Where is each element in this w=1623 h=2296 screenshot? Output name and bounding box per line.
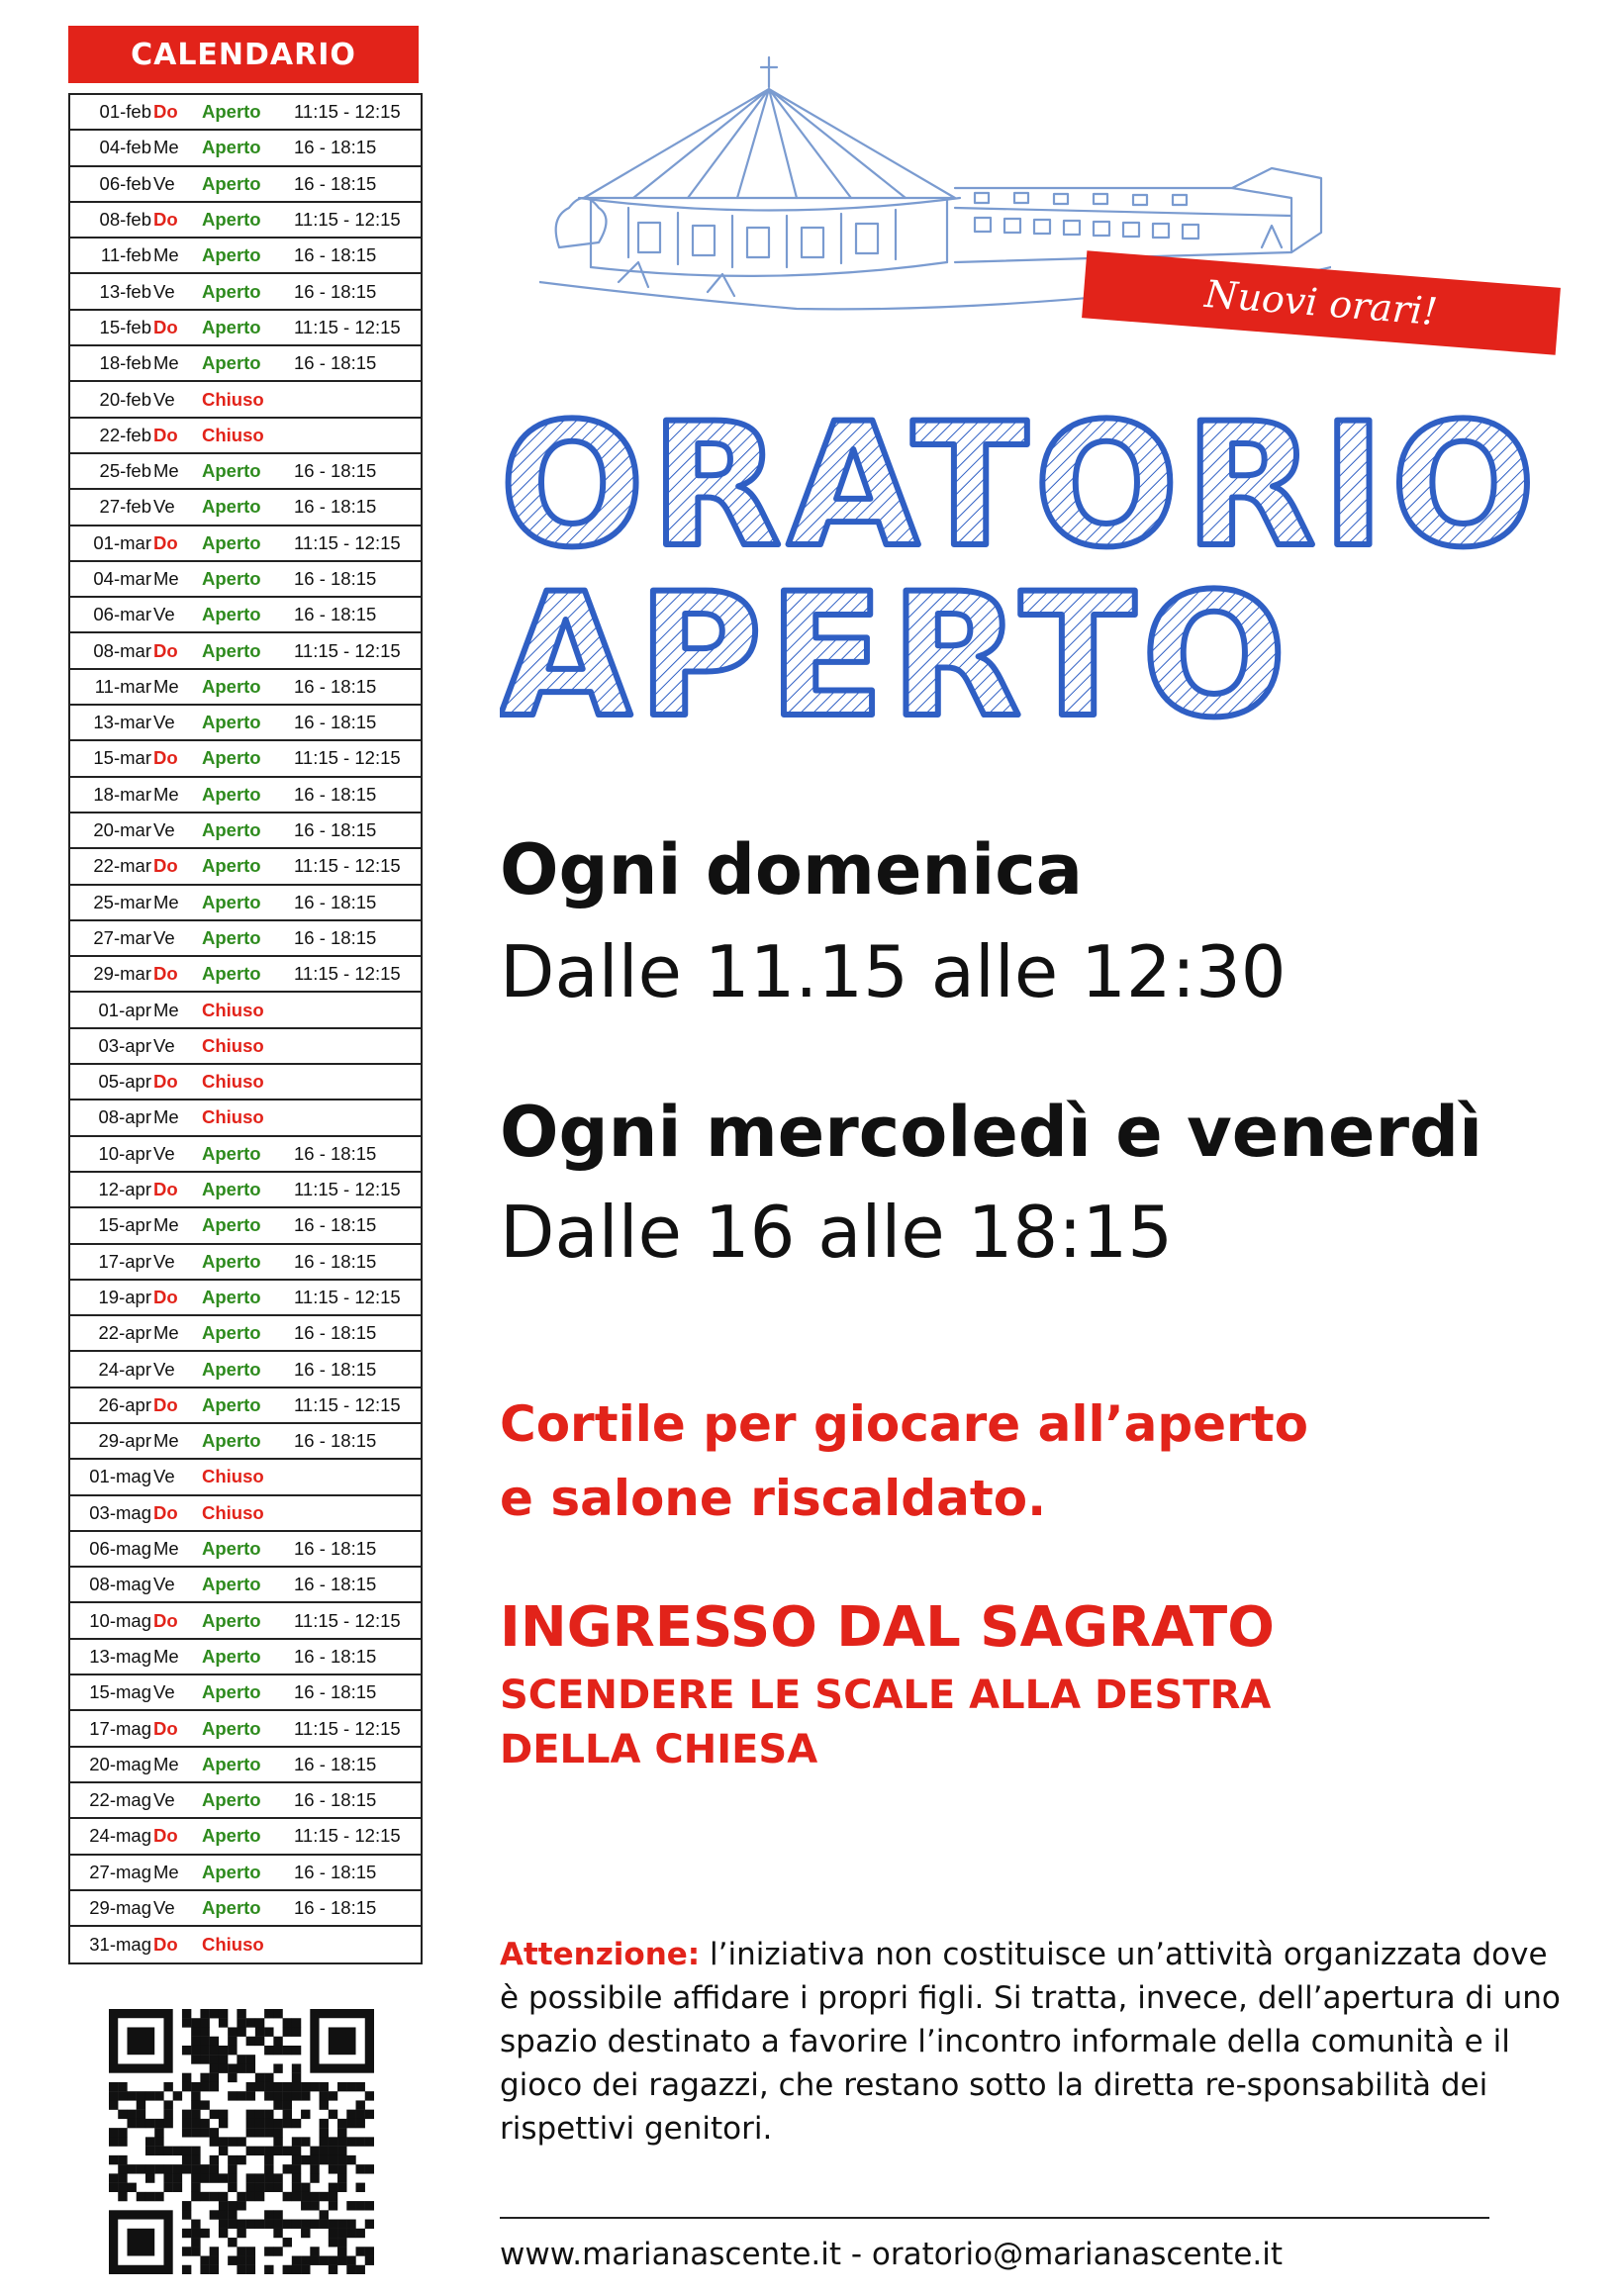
- calendar-day: Do: [153, 1825, 178, 1847]
- calendar-hours: 11:15 - 12:15: [294, 747, 401, 769]
- calendar-status: Aperto: [202, 963, 261, 985]
- calendar-day: Me: [153, 352, 179, 374]
- calendar-status: Aperto: [202, 1645, 261, 1667]
- calendar-status: Aperto: [202, 280, 261, 302]
- calendar-date: 18-mar: [93, 783, 151, 805]
- calendar-hours: 11:15 - 12:15: [294, 1286, 401, 1307]
- calendar-status: Chiuso: [202, 1934, 264, 1956]
- calendar-hours: 16 - 18:15: [294, 1358, 377, 1380]
- calendar-hours: 11:15 - 12:15: [294, 639, 401, 661]
- calendar-hours: 16 - 18:15: [294, 891, 377, 912]
- calendar-row: [70, 1245, 421, 1281]
- calendar-row: [70, 454, 421, 490]
- notice-text: l’iniziativa non costituisce un’attività organizzata dove è possibile affidare i propri figli. Si tratta, invece, dell’apertura di uno spazio destinato a favorire l’incontro informale della comunità e il gioco dei ragazzi, che restano sotto la diretta re-sponsabilità dei rispettivi genitori.: [500, 1937, 1561, 2147]
- calendar-hours: 16 - 18:15: [294, 1214, 377, 1236]
- calendar-status: Aperto: [202, 1717, 261, 1739]
- calendar-status: Aperto: [202, 1430, 261, 1452]
- calendar-row: [70, 778, 421, 813]
- calendar-row: [70, 1819, 421, 1855]
- calendar-hours: 16 - 18:15: [294, 1250, 377, 1272]
- calendar-row: [70, 1388, 421, 1424]
- calendar-hours: 11:15 - 12:15: [294, 1825, 401, 1847]
- calendar-day: Me: [153, 460, 179, 482]
- calendar-status: Aperto: [202, 712, 261, 733]
- calendar-hours: 16 - 18:15: [294, 496, 377, 518]
- calendar-date: 29-apr: [98, 1430, 151, 1452]
- calendar-status: Aperto: [202, 604, 261, 625]
- calendar-hours: 16 - 18:15: [294, 1681, 377, 1703]
- footer-divider: [500, 2217, 1489, 2219]
- calendar-hours: 16 - 18:15: [294, 280, 377, 302]
- calendar-row: [70, 1891, 421, 1927]
- calendar-hours: 11:15 - 12:15: [294, 316, 401, 337]
- calendar-status: Aperto: [202, 639, 261, 661]
- calendar-day: Do: [153, 1717, 178, 1739]
- entrance-line-2: SCENDERE LE SCALE ALLA DESTRA: [500, 1673, 1272, 1718]
- calendar-date: 29-mag: [89, 1896, 151, 1918]
- calendar-row: [70, 1675, 421, 1711]
- calendar-row: [70, 1281, 421, 1316]
- calendar-hours: 16 - 18:15: [294, 604, 377, 625]
- calendar-status: Aperto: [202, 783, 261, 805]
- calendar-status: Aperto: [202, 460, 261, 482]
- calendar-date: 11-mar: [94, 675, 151, 697]
- calendar-status: Aperto: [202, 1286, 261, 1307]
- calendar-hours: 16 - 18:15: [294, 783, 377, 805]
- calendar-date: 13-mag: [89, 1645, 151, 1667]
- calendar-day: Ve: [153, 1466, 175, 1487]
- calendar-date: 13-feb: [99, 280, 151, 302]
- calendar-row: [70, 1352, 421, 1387]
- calendar-row: [70, 1496, 421, 1532]
- calendar-date: 31-mag: [89, 1934, 151, 1956]
- calendar-status: Aperto: [202, 568, 261, 589]
- calendar-hours: 11:15 - 12:15: [294, 1717, 401, 1739]
- calendar-status: Chiuso: [202, 1106, 264, 1128]
- weekday-hours: Dalle 16 alle 18:15: [500, 1191, 1174, 1274]
- calendar-day: Ve: [153, 1358, 175, 1380]
- calendar-day: Do: [153, 639, 178, 661]
- calendar-status: Aperto: [202, 1358, 261, 1380]
- calendar-row: [70, 419, 421, 454]
- calendar-hours: 16 - 18:15: [294, 1538, 377, 1560]
- qr-code-icon[interactable]: [109, 2009, 374, 2274]
- calendar-day: Do: [153, 1179, 178, 1200]
- calendar-row: [70, 311, 421, 346]
- calendar-date: 29-mar: [93, 963, 151, 985]
- calendar-date: 17-mag: [89, 1717, 151, 1739]
- calendar-day: Ve: [153, 604, 175, 625]
- calendar-date: 25-mar: [93, 891, 151, 912]
- calendar-date: 04-feb: [99, 137, 151, 158]
- calendar-date: 08-mag: [89, 1574, 151, 1595]
- calendar-day: Ve: [153, 1034, 175, 1056]
- notice-paragraph: [500, 1933, 1574, 2151]
- calendar-row: [70, 562, 421, 598]
- calendar-status: Aperto: [202, 1179, 261, 1200]
- calendar-row: [70, 633, 421, 669]
- calendar-day: Do: [153, 1609, 178, 1631]
- calendar-row: [70, 1137, 421, 1173]
- calendar-day: Ve: [153, 280, 175, 302]
- calendar-status: Chiuso: [202, 999, 264, 1020]
- calendar-hours: 16 - 18:15: [294, 172, 377, 194]
- calendar-row: [70, 346, 421, 382]
- calendar-row: [70, 490, 421, 526]
- calendar-header: CALENDARIO: [68, 26, 419, 83]
- calendar-day: Ve: [153, 1142, 175, 1164]
- calendar-row: [70, 1316, 421, 1352]
- calendar-status: Chiuso: [202, 1034, 264, 1056]
- calendar-day: Do: [153, 1071, 178, 1093]
- calendar-row: [70, 1568, 421, 1603]
- entrance-heading: INGRESSO DAL SAGRATO: [500, 1595, 1275, 1660]
- calendar-hours: 16 - 18:15: [294, 1789, 377, 1811]
- calendar-row: [70, 1460, 421, 1495]
- calendar-hours: 11:15 - 12:15: [294, 1179, 401, 1200]
- calendar-row: [70, 741, 421, 777]
- calendar-row: [70, 203, 421, 239]
- calendar-date: 25-feb: [99, 460, 151, 482]
- calendar-status: Aperto: [202, 891, 261, 912]
- calendar-row: [70, 131, 421, 166]
- sunday-heading: Ogni domenica: [500, 829, 1083, 910]
- calendar-date: 27-feb: [99, 496, 151, 518]
- calendar-date: 03-mag: [89, 1501, 151, 1523]
- calendar-day: Do: [153, 1286, 178, 1307]
- calendar-row: [70, 274, 421, 310]
- calendar-date: 11-feb: [100, 244, 151, 266]
- title-line-1: ORATORIO: [500, 396, 1542, 585]
- calendar-status: Aperto: [202, 1250, 261, 1272]
- calendar-row: [70, 670, 421, 706]
- calendar-date: 03-apr: [98, 1034, 151, 1056]
- calendar-hours: 16 - 18:15: [294, 1861, 377, 1882]
- calendar-day: Ve: [153, 1681, 175, 1703]
- calendar-row: [70, 526, 421, 562]
- calendar-row: [70, 1927, 421, 1962]
- calendar-date: 08-feb: [99, 209, 151, 231]
- calendar-row: [70, 1100, 421, 1136]
- calendar-day: Me: [153, 568, 179, 589]
- calendar-status: Aperto: [202, 1574, 261, 1595]
- calendar-date: 13-mar: [93, 712, 151, 733]
- calendar-day: Me: [153, 244, 179, 266]
- calendar-day: Ve: [153, 1789, 175, 1811]
- calendar-date: 22-mag: [89, 1789, 151, 1811]
- calendar-day: Me: [153, 1645, 179, 1667]
- calendar-date: 04-mar: [93, 568, 151, 589]
- calendar-hours: 16 - 18:15: [294, 1430, 377, 1452]
- calendar-date: 26-apr: [98, 1393, 151, 1415]
- calendar-row: [70, 1711, 421, 1747]
- calendar-day: Ve: [153, 496, 175, 518]
- calendar-status: Aperto: [202, 1142, 261, 1164]
- calendar-row: [70, 1208, 421, 1244]
- calendar-date: 10-apr: [98, 1142, 151, 1164]
- calendar-day: Ve: [153, 712, 175, 733]
- calendar-date: 10-mag: [89, 1609, 151, 1631]
- features-line-1: Cortile per giocare all’aperto: [500, 1395, 1308, 1453]
- calendar-row: [70, 1640, 421, 1675]
- features-line-2: e salone riscaldato.: [500, 1470, 1047, 1527]
- calendar-day: Me: [153, 137, 179, 158]
- calendar-day: Do: [153, 424, 178, 445]
- calendar-status: Aperto: [202, 1896, 261, 1918]
- calendar-status: Aperto: [202, 1825, 261, 1847]
- calendar-status: Aperto: [202, 675, 261, 697]
- calendar-day: Do: [153, 531, 178, 553]
- calendar-hours: 11:15 - 12:15: [294, 1609, 401, 1631]
- calendar-status: Aperto: [202, 926, 261, 948]
- calendar-hours: 16 - 18:15: [294, 712, 377, 733]
- calendar-status: Chiuso: [202, 1466, 264, 1487]
- calendar-status: Aperto: [202, 531, 261, 553]
- calendar-row: [70, 813, 421, 849]
- calendar-status: Aperto: [202, 1753, 261, 1774]
- calendar-date: 06-mar: [93, 604, 151, 625]
- calendar-date: 08-mar: [93, 639, 151, 661]
- calendar-day: Do: [153, 1393, 178, 1415]
- calendar-row: [70, 993, 421, 1028]
- calendar-date: 17-apr: [98, 1250, 151, 1272]
- calendar-status: Aperto: [202, 137, 261, 158]
- calendar-row: [70, 95, 421, 131]
- calendar-hours: 11:15 - 12:15: [294, 855, 401, 877]
- calendar-row: [70, 706, 421, 741]
- calendar-hours: 16 - 18:15: [294, 1142, 377, 1164]
- calendar-table: [68, 93, 423, 1964]
- calendar-date: 06-feb: [99, 172, 151, 194]
- calendar-day: Do: [153, 855, 178, 877]
- calendar-day: Do: [153, 209, 178, 231]
- calendar-hours: 16 - 18:15: [294, 352, 377, 374]
- calendar-day: Ve: [153, 1250, 175, 1272]
- new-hours-banner: Nuovi orari!: [1082, 250, 1561, 354]
- calendar-status: Chiuso: [202, 1071, 264, 1093]
- calendar-day: Me: [153, 1322, 179, 1344]
- calendar-date: 12-apr: [98, 1179, 151, 1200]
- calendar-day: Do: [153, 963, 178, 985]
- calendar-hours: 16 - 18:15: [294, 1574, 377, 1595]
- calendar-hours: 11:15 - 12:15: [294, 101, 401, 123]
- calendar-date: 22-feb: [99, 424, 151, 445]
- calendar-date: 15-mag: [89, 1681, 151, 1703]
- calendar-hours: 16 - 18:15: [294, 244, 377, 266]
- calendar-day: Me: [153, 1106, 179, 1128]
- calendar-hours: 16 - 18:15: [294, 137, 377, 158]
- calendar-row: [70, 1856, 421, 1891]
- calendar-date: 20-feb: [99, 388, 151, 410]
- calendar-day: Ve: [153, 388, 175, 410]
- calendar-day: Ve: [153, 926, 175, 948]
- calendar-row: [70, 849, 421, 885]
- calendar-row: [70, 239, 421, 274]
- calendar-hours: 16 - 18:15: [294, 568, 377, 589]
- calendar-hours: 16 - 18:15: [294, 1753, 377, 1774]
- calendar-row: [70, 598, 421, 633]
- footer-contacts[interactable]: www.marianascente.it - oratorio@marianascente.it: [500, 2237, 1284, 2272]
- calendar-day: Me: [153, 999, 179, 1020]
- calendar-date: 01-mag: [89, 1466, 151, 1487]
- calendar-date: 01-mar: [93, 531, 151, 553]
- calendar-date: 19-apr: [98, 1286, 151, 1307]
- calendar-day: Ve: [153, 819, 175, 841]
- calendar-date: 27-mag: [89, 1861, 151, 1882]
- calendar-row: [70, 1603, 421, 1639]
- calendar-day: Me: [153, 1430, 179, 1452]
- calendar-day: Me: [153, 891, 179, 912]
- calendar-hours: 16 - 18:15: [294, 460, 377, 482]
- calendar-status: Chiuso: [202, 388, 264, 410]
- title-line-2: APERTO: [500, 556, 1292, 752]
- calendar-status: Aperto: [202, 1681, 261, 1703]
- weekday-heading: Ogni mercoledì e venerdì: [500, 1092, 1483, 1173]
- calendar-hours: 11:15 - 12:15: [294, 963, 401, 985]
- calendar-date: 24-mag: [89, 1825, 151, 1847]
- calendar-date: 20-mar: [93, 819, 151, 841]
- calendar-date: 01-feb: [99, 101, 151, 123]
- calendar-hours: 16 - 18:15: [294, 1896, 377, 1918]
- calendar-day: Me: [153, 1861, 179, 1882]
- page-title: [500, 396, 1608, 752]
- calendar-hours: 11:15 - 12:15: [294, 209, 401, 231]
- calendar-status: Aperto: [202, 172, 261, 194]
- notice-label: Attenzione:: [500, 1937, 701, 1972]
- calendar-status: Aperto: [202, 1609, 261, 1631]
- calendar-date: 27-mar: [93, 926, 151, 948]
- calendar-hours: 11:15 - 12:15: [294, 531, 401, 553]
- calendar-row: [70, 886, 421, 921]
- calendar-day: Ve: [153, 172, 175, 194]
- calendar-date: 01-apr: [98, 999, 151, 1020]
- calendar-date: 15-mar: [93, 747, 151, 769]
- calendar-date: 05-apr: [98, 1071, 151, 1093]
- calendar-day: Me: [153, 1538, 179, 1560]
- calendar-date: 20-mag: [89, 1753, 151, 1774]
- calendar-hours: 16 - 18:15: [294, 1645, 377, 1667]
- calendar-status: Aperto: [202, 747, 261, 769]
- calendar-day: Me: [153, 1214, 179, 1236]
- calendar-row: [70, 1783, 421, 1819]
- calendar-status: Aperto: [202, 496, 261, 518]
- calendar-row: [70, 1424, 421, 1460]
- calendar-date: 24-apr: [98, 1358, 151, 1380]
- calendar-row: [70, 1173, 421, 1208]
- calendar-status: Chiuso: [202, 424, 264, 445]
- calendar-status: Aperto: [202, 855, 261, 877]
- entrance-line-3: DELLA CHIESA: [500, 1727, 818, 1772]
- sunday-hours: Dalle 11.15 alle 12:30: [500, 930, 1287, 1013]
- calendar-hours: 16 - 18:15: [294, 819, 377, 841]
- calendar-date: 22-apr: [98, 1322, 151, 1344]
- calendar-date: 18-feb: [99, 352, 151, 374]
- calendar-row: [70, 957, 421, 993]
- calendar-day: Me: [153, 783, 179, 805]
- calendar-status: Aperto: [202, 1789, 261, 1811]
- calendar-day: Do: [153, 1934, 178, 1956]
- calendar-row: [70, 1065, 421, 1100]
- calendar-status: Chiuso: [202, 1501, 264, 1523]
- calendar-date: 15-feb: [99, 316, 151, 337]
- calendar-row: [70, 167, 421, 203]
- calendar-row: [70, 1029, 421, 1065]
- calendar-date: 15-apr: [98, 1214, 151, 1236]
- calendar-status: Aperto: [202, 819, 261, 841]
- calendar-day: Do: [153, 101, 178, 123]
- calendar-hours: 16 - 18:15: [294, 1322, 377, 1344]
- calendar-status: Aperto: [202, 101, 261, 123]
- calendar-date: 08-apr: [98, 1106, 151, 1128]
- calendar-row: [70, 921, 421, 957]
- calendar-date: 22-mar: [93, 855, 151, 877]
- calendar-day: Do: [153, 747, 178, 769]
- calendar-day: Me: [153, 675, 179, 697]
- calendar-row: [70, 1532, 421, 1568]
- calendar-day: Ve: [153, 1574, 175, 1595]
- calendar-status: Aperto: [202, 209, 261, 231]
- calendar-hours: 16 - 18:15: [294, 675, 377, 697]
- calendar-row: [70, 382, 421, 418]
- calendar-status: Aperto: [202, 1393, 261, 1415]
- calendar-day: Do: [153, 316, 178, 337]
- calendar-status: Aperto: [202, 1861, 261, 1882]
- calendar-date: 06-mag: [89, 1538, 151, 1560]
- calendar-hours: 16 - 18:15: [294, 926, 377, 948]
- calendar-status: Aperto: [202, 316, 261, 337]
- calendar-status: Aperto: [202, 1214, 261, 1236]
- calendar-status: Aperto: [202, 1322, 261, 1344]
- calendar-hours: 11:15 - 12:15: [294, 1393, 401, 1415]
- calendar-status: Aperto: [202, 1538, 261, 1560]
- calendar-day: Me: [153, 1753, 179, 1774]
- calendar-day: Do: [153, 1501, 178, 1523]
- calendar-row: [70, 1748, 421, 1783]
- calendar-status: Aperto: [202, 352, 261, 374]
- calendar-status: Aperto: [202, 244, 261, 266]
- calendar-day: Ve: [153, 1896, 175, 1918]
